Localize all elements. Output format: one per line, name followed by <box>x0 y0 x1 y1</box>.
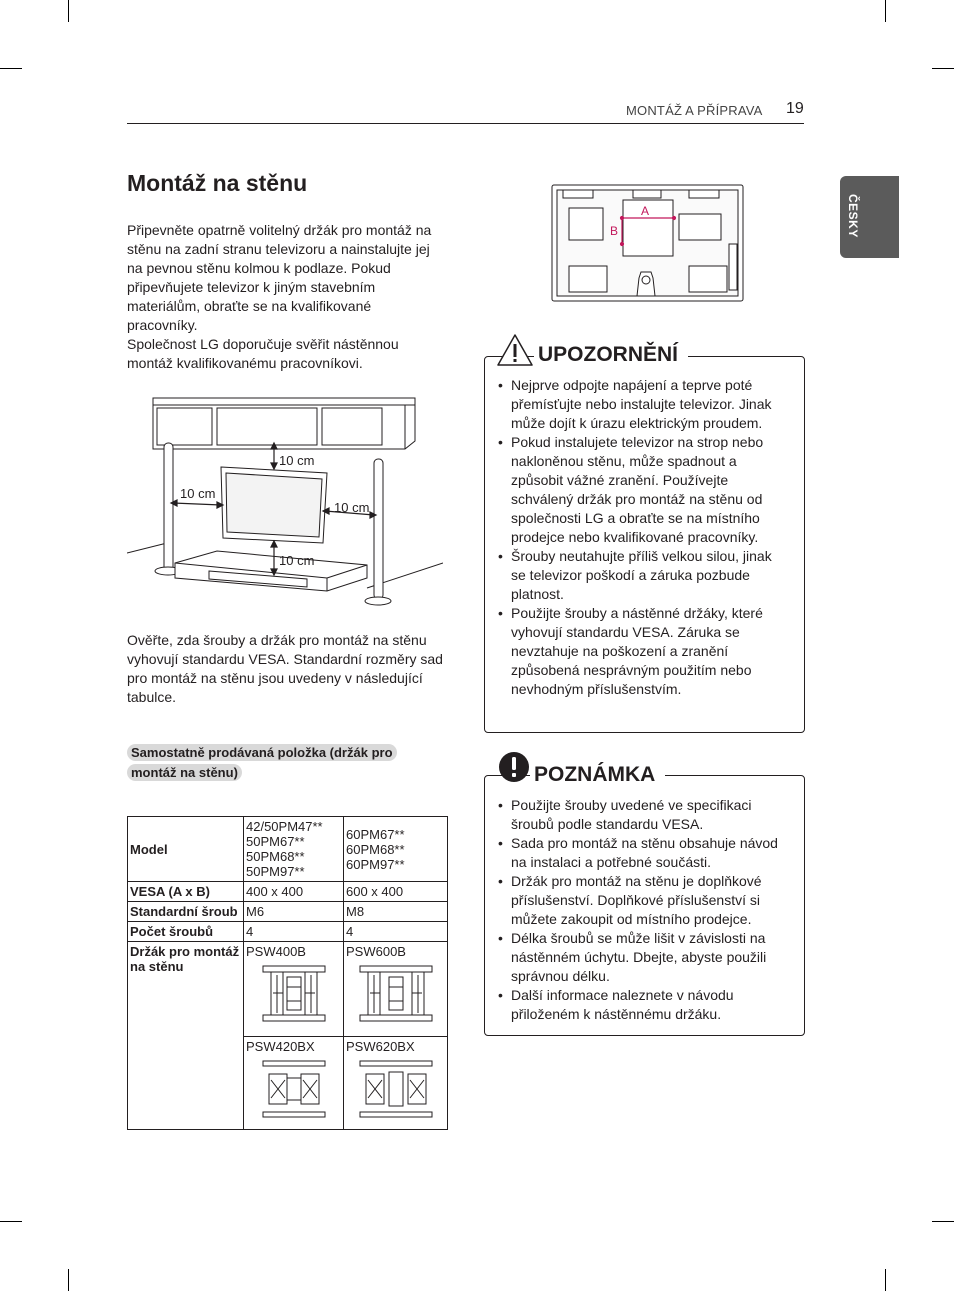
bracket-header: Držák pro montáž na stěnu <box>128 942 244 1130</box>
note-title: POZNÁMKA <box>530 763 665 787</box>
clearance-bottom-label: 10 cm <box>279 553 315 568</box>
crop-mark <box>885 0 886 22</box>
bracket-cell <box>344 942 448 1037</box>
clearance-top-label: 10 cm <box>279 453 315 468</box>
warning-icon <box>496 333 534 367</box>
caution-box <box>484 356 805 733</box>
intro-paragraph-2: Společnost LG doporučuje svěřit nástěnnou montáž kvalifikovanému pracovníkovi. <box>127 336 399 371</box>
table-row <box>128 902 448 922</box>
model-name: 50PM67** <box>246 834 305 849</box>
note-list <box>485 796 785 1024</box>
model-name: 42/50PM47** <box>246 819 323 834</box>
bracket-model: PSW600B <box>346 944 406 959</box>
vesa-value: 400 x 400 <box>244 882 344 902</box>
wall-bracket-image <box>356 963 436 1025</box>
table-row <box>128 817 448 882</box>
screw-value: M6 <box>244 902 344 922</box>
crop-mark <box>68 1269 69 1291</box>
screw-header: Standardní šroub <box>128 902 244 922</box>
bracket-cell <box>244 942 344 1037</box>
caution-list <box>485 376 785 699</box>
model-name: 60PM68** <box>346 841 405 857</box>
model-name: 50PM97** <box>246 864 305 879</box>
page-title: Montáž na stěnu <box>127 170 308 196</box>
wall-bracket-image <box>259 963 329 1025</box>
note-item: • Držák pro montáž na stěnu je doplňkové příslušenství. Doplňkové příslušenství si můžete zakoupit od místního prodejce. <box>485 872 785 929</box>
vesa-text: Ověřte, zda šrouby a držák pro montáž na stěnu vyhovují standardu VESA. Standardní rozměry sad pro montáž na stěnu jsou uvedeny v následující tabulce. <box>127 632 443 705</box>
bracket-model: PSW400B <box>246 944 306 959</box>
language-tab-label: ČESKY <box>846 194 860 238</box>
crop-mark <box>932 68 954 69</box>
caution-title: UPOZORNĚNÍ <box>534 343 688 367</box>
screw-count-header: Počet šroubů <box>128 922 244 942</box>
model-cell-2 <box>344 817 448 882</box>
note-item: • Použijte šrouby uvedené ve specifikaci šroubů podle standardu VESA. <box>485 796 785 834</box>
intro-text <box>127 221 445 373</box>
vesa-value: 600 x 400 <box>344 882 448 902</box>
crop-mark <box>0 1221 22 1222</box>
vesa-header: VESA (A x B) <box>128 882 244 902</box>
bracket-cell <box>344 1037 448 1130</box>
note-icon <box>498 751 530 783</box>
model-cell-1 <box>244 817 344 882</box>
section-title: MONTÁŽ A PŘÍPRAVA <box>626 103 763 118</box>
caution-item: • Šrouby neutahujte příliš velkou silou, jinak se televizor poškodí a záruka pozbude platnost. <box>485 547 785 604</box>
note-item: • Délka šroubů se může lišit v závislosti na nástěnném úchytu. Dbejte, abyste použili správnou délku. <box>485 929 785 986</box>
screw-count-value: 4 <box>244 922 344 942</box>
model-header: Model <box>128 817 244 882</box>
crop-mark <box>885 1269 886 1291</box>
header-rule <box>127 123 804 124</box>
clearance-left-label: 10 cm <box>180 486 216 501</box>
spec-table <box>127 816 448 1130</box>
table-row <box>128 922 448 942</box>
wall-bracket-image <box>356 1058 436 1120</box>
screw-count-value: 4 <box>344 922 448 942</box>
crop-mark <box>932 1221 954 1222</box>
bracket-model: PSW620BX <box>346 1039 415 1054</box>
dimension-b-label: B <box>610 224 619 238</box>
crop-mark <box>0 68 22 69</box>
screw-value: M8 <box>344 902 448 922</box>
note-item: • Sada pro montáž na stěnu obsahuje návod na instalaci a potřebné součásti. <box>485 834 785 872</box>
model-name: 60PM97** <box>346 856 405 872</box>
clearance-right-label: 10 cm <box>334 500 370 515</box>
clearance-illustration <box>127 393 443 611</box>
caution-item: • Použijte šrouby a nástěnné držáky, které vyhovují standardu VESA. Záruka se nevztahuje na poškození a zranění způsobená nesprávným použitím nebo nevhodným příslušenstvím. <box>485 604 785 699</box>
bracket-model: PSW420BX <box>246 1039 315 1054</box>
tv-back-diagram <box>551 184 744 302</box>
model-name: 60PM67** <box>346 826 405 842</box>
dimension-a-label: A <box>641 204 650 218</box>
note-item: • Další informace naleznete v návodu přiloženém k nástěnnému držáku. <box>485 986 785 1024</box>
table-row <box>128 882 448 902</box>
crop-mark <box>68 0 69 22</box>
intro-paragraph-1: Připevněte opatrně volitelný držák pro montáž na stěnu na zadní stranu televizoru a nainstalujte jej na pevnou stěnu kolmou k podlaze. Pokud připevňujete televizor k jiným stavebním materiálům, obraťte se na kvalifikované pracovníky. <box>127 222 432 333</box>
caution-item: • Nejprve odpojte napájení a teprve poté přemísťujte nebo instalujte televizor. Jinak může dojít k úrazu elektrickým proudem. <box>485 376 785 433</box>
sold-separately-text: Samostatně prodávaná položka (držák pro montáž na stěnu) <box>127 744 397 781</box>
table-row <box>128 942 448 1037</box>
caution-item: • Pokud instalujete televizor na strop nebo nakloněnou stěnu, může spadnout a způsobit vážné zranění. Používejte schválený držák pro montáž na stěnu od společnosti LG a obraťte se na místního prodejce nebo kvalifikované pracovníky. <box>485 433 785 547</box>
wall-bracket-image <box>259 1058 329 1120</box>
sold-separately-label <box>127 743 427 783</box>
bracket-cell <box>244 1037 344 1130</box>
note-box <box>484 775 805 1036</box>
page-number: 19 <box>786 100 804 117</box>
language-tab <box>840 176 899 258</box>
model-name: 50PM68** <box>246 849 305 864</box>
